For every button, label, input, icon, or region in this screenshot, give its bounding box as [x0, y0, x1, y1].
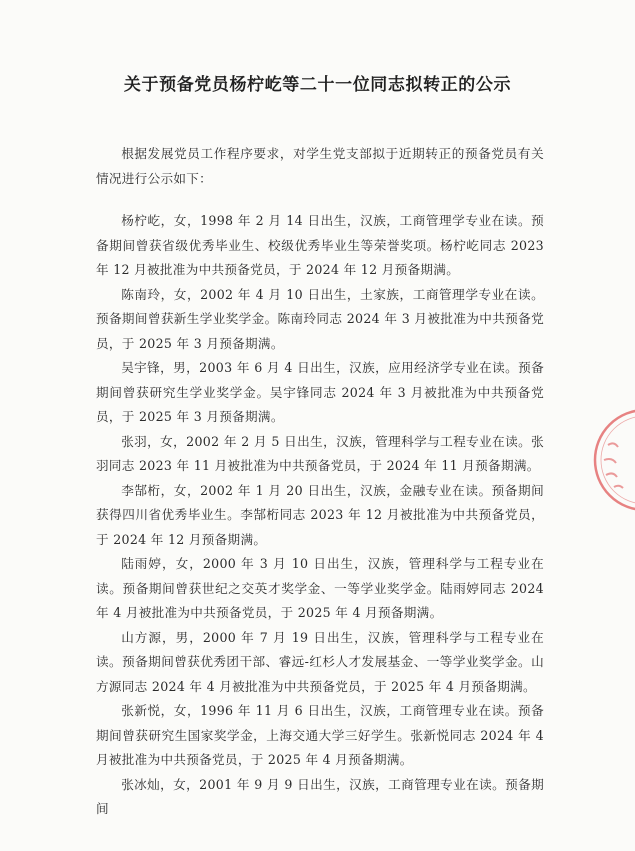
member-paragraph-4: 张羽，女，2002 年 2 月 5 日出生，汉族，管理科学与工程专业在读。张羽同志 2023 年 11 月被批准为中共预备党员，于 2024 年 11 月预备期满。	[96, 433, 544, 473]
document-body	[96, 142, 544, 822]
member-paragraph-7: 山方源，男，2000 年 7 月 19 日出生，汉族，管理科学与工程专业在读。预备期间曾获优秀团干部、睿远-红杉人才发展基金、一等学业奖学金。山方源同志 2024 年 4 月被批准为中共预备党员，于 2025 年 4 月预备期满。	[96, 629, 544, 694]
page-title: 关于预备党员杨柠屹等二十一位同志拟转正的公示	[123, 75, 512, 95]
member-paragraph-8: 张新悦，女，1996 年 11 月 6 日出生，汉族，工商管理专业在读。预备期间曾获研究生国家奖学金，上海交通大学三好学生。张新悦同志 2024 年 4 月被批准为中共预备党员，于 2025 年 4 月预备期满。	[96, 703, 544, 767]
member-paragraph-6: 陆雨婷，女，2000 年 3 月 10 日出生，汉族，管理科学与工程专业在读。预备期间曾获世纪之交英才奖学金、一等学业奖学金。陆雨婷同志 2024 年 4 月被批准为中共预备党员，于 2025 年 4 月预备期满。	[96, 556, 544, 620]
member-paragraph-3: 吴宇锋，男，2003 年 6 月 4 日出生，汉族，应用经济学专业在读。预备期间曾获研究生学业奖学金。吴宇锋同志 2024 年 3 月被批准为中共预备党员，于 2025 年 3 月预备期满。	[96, 360, 544, 424]
member-paragraph-9: 张冰灿，女，2001 年 9 月 9 日出生，汉族，工商管理专业在读。预备期间	[96, 776, 544, 816]
paragraph-spacer	[96, 191, 544, 209]
intro-paragraph: 根据发展党员工作程序要求，对学生党支部拟于近期转正的预备党员有关情况进行公示如下：	[96, 146, 544, 186]
member-paragraph-1: 杨柠屹，女，1998 年 2 月 14 日出生，汉族，工商管理学专业在读。预备期间曾获省级优秀毕业生、校级优秀毕业生等荣誉奖项。杨柠屹同志 2023 年 12 月被批准为中共预备党员，于 2024 年 12 月预备期满。	[96, 213, 544, 277]
member-paragraph-2: 陈南玲，女，2002 年 4 月 10 日出生，土家族，工商管理学专业在读。预备期间曾获新生学业奖学金。陈南玲同志 2024 年 3 月被批准为中共预备党员，于 2025 年 3 月预备期满。	[96, 286, 544, 351]
official-seal-icon	[590, 405, 635, 515]
member-paragraph-5: 李郜桁，女，2002 年 1 月 20 日出生，汉族，金融专业在读。预备期间获得四川省优秀毕业生。李郜桁同志 2023 年 12 月被批准为中共预备党员，于 2024 年 12 月预备期满。	[96, 482, 544, 547]
